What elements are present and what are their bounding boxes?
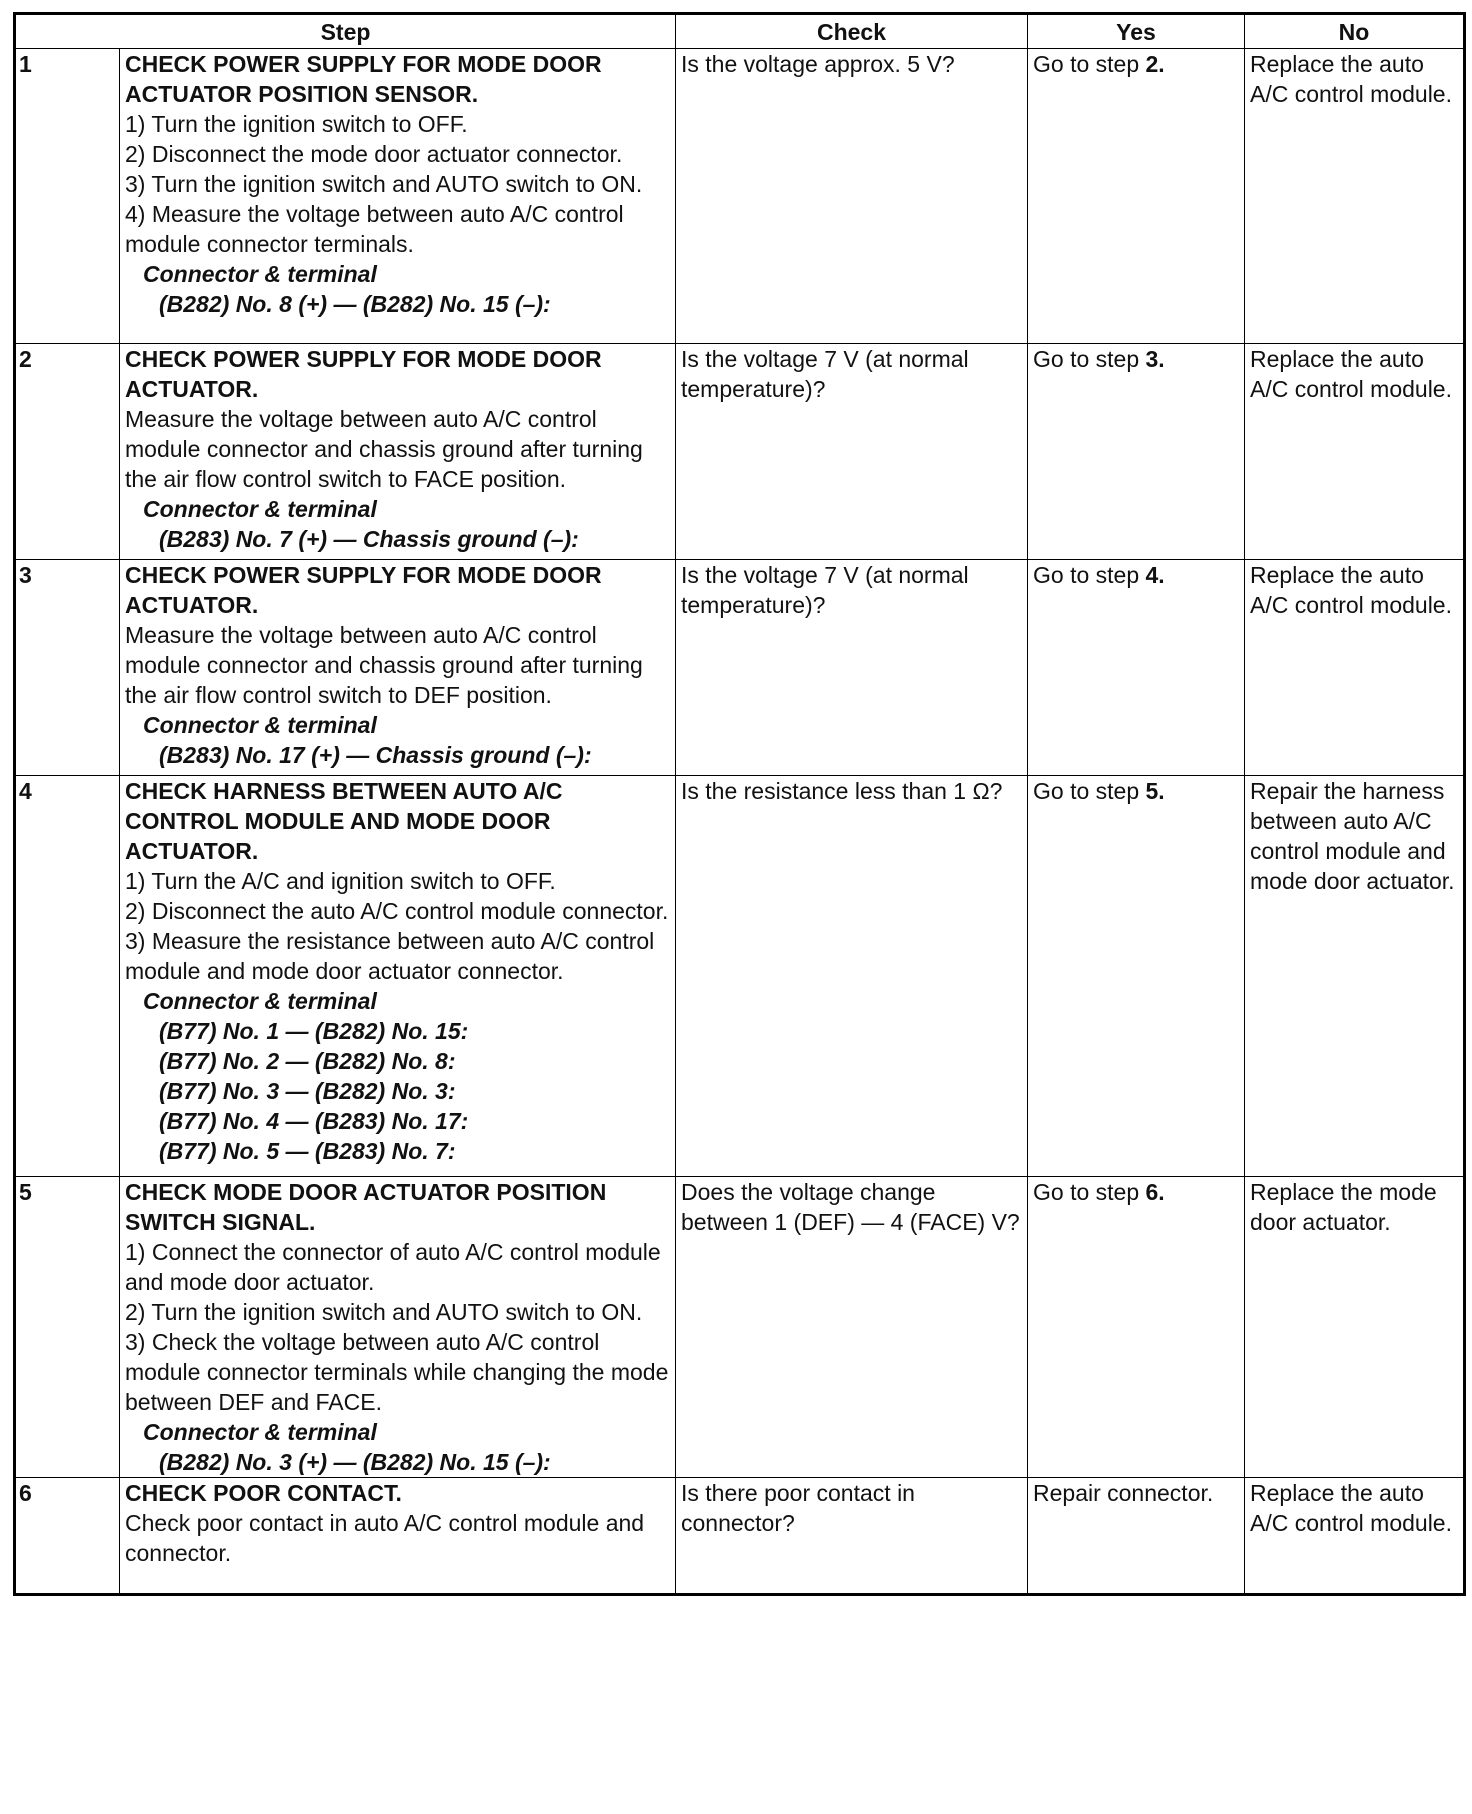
step-title: CHECK POWER SUPPLY FOR MODE DOOR ACTUATOR. bbox=[125, 346, 602, 402]
connector-terminal: (B77) No. 5 — (B283) No. 7: bbox=[159, 1138, 456, 1164]
connector-terminal: (B77) No. 2 — (B282) No. 8: bbox=[159, 1048, 456, 1074]
yes-action-text: Go to step bbox=[1033, 778, 1146, 804]
connector-terminal: (B77) No. 4 — (B283) No. 17: bbox=[159, 1108, 469, 1134]
check-question: Is the voltage approx. 5 V? bbox=[676, 49, 1028, 344]
connector-terminal: (B283) No. 17 (+) — Chassis ground (–): bbox=[159, 742, 592, 768]
no-action: Replace the auto A/C control module. bbox=[1245, 49, 1465, 344]
yes-action bbox=[1028, 560, 1245, 776]
yes-step-number: 5. bbox=[1145, 778, 1165, 804]
table-row bbox=[15, 560, 1465, 776]
header-step: Step bbox=[15, 14, 676, 49]
yes-action bbox=[1028, 344, 1245, 560]
step-instruction: 2) Turn the ignition switch and AUTO switch to ON. bbox=[125, 1299, 643, 1325]
step-instruction: 3) Turn the ignition switch and AUTO switch to ON. bbox=[125, 171, 643, 197]
connector-terminal: (B282) No. 3 (+) — (B282) No. 15 (–): bbox=[159, 1449, 551, 1475]
step-title: CHECK POWER SUPPLY FOR MODE DOOR ACTUATOR. bbox=[125, 562, 602, 618]
yes-action bbox=[1028, 49, 1245, 344]
connector-heading: Connector & terminal bbox=[143, 261, 377, 287]
header-no: No bbox=[1245, 14, 1465, 49]
step-description bbox=[120, 49, 676, 344]
step-number: 3 bbox=[15, 560, 120, 776]
table-row bbox=[15, 344, 1465, 560]
step-instruction: 1) Turn the ignition switch to OFF. bbox=[125, 111, 468, 137]
table-row bbox=[15, 49, 1465, 344]
step-instruction: 3) Measure the resistance between auto A/C control module and mode door actuator connector. bbox=[125, 928, 655, 984]
yes-action-text: Go to step bbox=[1033, 1179, 1146, 1205]
no-action: Replace the mode door actuator. bbox=[1245, 1177, 1465, 1478]
yes-step-number: 2. bbox=[1145, 51, 1165, 77]
table-row bbox=[15, 1177, 1465, 1478]
step-description bbox=[120, 776, 676, 1177]
step-number: 1 bbox=[15, 49, 120, 344]
no-action: Repair the harness between auto A/C control module and mode door actuator. bbox=[1245, 776, 1465, 1177]
step-number: 5 bbox=[15, 1177, 120, 1478]
yes-action bbox=[1028, 1478, 1245, 1595]
step-instruction: 3) Check the voltage between auto A/C control module connector terminals while changing the mode between DEF and FACE. bbox=[125, 1329, 669, 1415]
no-action: Replace the auto A/C control module. bbox=[1245, 1478, 1465, 1595]
yes-step-number: 3. bbox=[1145, 346, 1165, 372]
check-question: Is there poor contact in connector? bbox=[676, 1478, 1028, 1595]
check-question: Is the resistance less than 1 Ω? bbox=[676, 776, 1028, 1177]
step-title: CHECK POOR CONTACT. bbox=[125, 1480, 402, 1506]
connector-heading: Connector & terminal bbox=[143, 496, 377, 522]
header-yes: Yes bbox=[1028, 14, 1245, 49]
no-action: Replace the auto A/C control module. bbox=[1245, 560, 1465, 776]
check-question: Is the voltage 7 V (at normal temperature)? bbox=[676, 560, 1028, 776]
yes-step-number: 6. bbox=[1145, 1179, 1165, 1205]
table-body bbox=[15, 49, 1465, 1595]
diagnostic-table bbox=[13, 12, 1466, 1596]
header-check: Check bbox=[676, 14, 1028, 49]
step-number: 4 bbox=[15, 776, 120, 1177]
yes-action bbox=[1028, 776, 1245, 1177]
step-instruction: 1) Connect the connector of auto A/C control module and mode door actuator. bbox=[125, 1239, 661, 1295]
connector-heading: Connector & terminal bbox=[143, 712, 377, 738]
step-title: CHECK MODE DOOR ACTUATOR POSITION SWITCH SIGNAL. bbox=[125, 1179, 607, 1235]
step-number: 6 bbox=[15, 1478, 120, 1595]
table-row bbox=[15, 776, 1465, 1177]
step-description bbox=[120, 344, 676, 560]
connector-terminal: (B282) No. 8 (+) — (B282) No. 15 (–): bbox=[159, 291, 551, 317]
table-header-row bbox=[15, 14, 1465, 49]
diagnostic-table-wrapper bbox=[13, 12, 1463, 1596]
step-description bbox=[120, 560, 676, 776]
yes-action bbox=[1028, 1177, 1245, 1478]
step-instruction: Measure the voltage between auto A/C control module connector and chassis ground after turning the air flow control switch to FACE position. bbox=[125, 406, 643, 492]
connector-terminal: (B77) No. 1 — (B282) No. 15: bbox=[159, 1018, 469, 1044]
yes-step-number: 4. bbox=[1145, 562, 1165, 588]
step-instruction: 1) Turn the A/C and ignition switch to OFF. bbox=[125, 868, 556, 894]
yes-action-text: Repair connector. bbox=[1033, 1480, 1214, 1506]
step-description bbox=[120, 1177, 676, 1478]
step-instruction: 4) Measure the voltage between auto A/C control module connector terminals. bbox=[125, 201, 624, 257]
connector-terminal: (B283) No. 7 (+) — Chassis ground (–): bbox=[159, 526, 579, 552]
step-title: CHECK HARNESS BETWEEN AUTO A/C CONTROL MODULE AND MODE DOOR ACTUATOR. bbox=[125, 778, 563, 864]
step-instruction: Check poor contact in auto A/C control module and connector. bbox=[125, 1510, 645, 1566]
yes-action-text: Go to step bbox=[1033, 562, 1146, 588]
yes-action-text: Go to step bbox=[1033, 51, 1146, 77]
step-title: CHECK POWER SUPPLY FOR MODE DOOR ACTUATOR POSITION SENSOR. bbox=[125, 51, 602, 107]
step-instruction: Measure the voltage between auto A/C control module connector and chassis ground after turning the air flow control switch to DEF position. bbox=[125, 622, 643, 708]
yes-action-text: Go to step bbox=[1033, 346, 1146, 372]
connector-heading: Connector & terminal bbox=[143, 1419, 377, 1445]
check-question: Does the voltage change between 1 (DEF) — 4 (FACE) V? bbox=[676, 1177, 1028, 1478]
connector-heading: Connector & terminal bbox=[143, 988, 377, 1014]
step-instruction: 2) Disconnect the mode door actuator connector. bbox=[125, 141, 623, 167]
check-question: Is the voltage 7 V (at normal temperature)? bbox=[676, 344, 1028, 560]
no-action: Replace the auto A/C control module. bbox=[1245, 344, 1465, 560]
connector-terminal: (B77) No. 3 — (B282) No. 3: bbox=[159, 1078, 456, 1104]
step-instruction: 2) Disconnect the auto A/C control module connector. bbox=[125, 898, 669, 924]
step-description bbox=[120, 1478, 676, 1595]
step-number: 2 bbox=[15, 344, 120, 560]
table-row bbox=[15, 1478, 1465, 1595]
